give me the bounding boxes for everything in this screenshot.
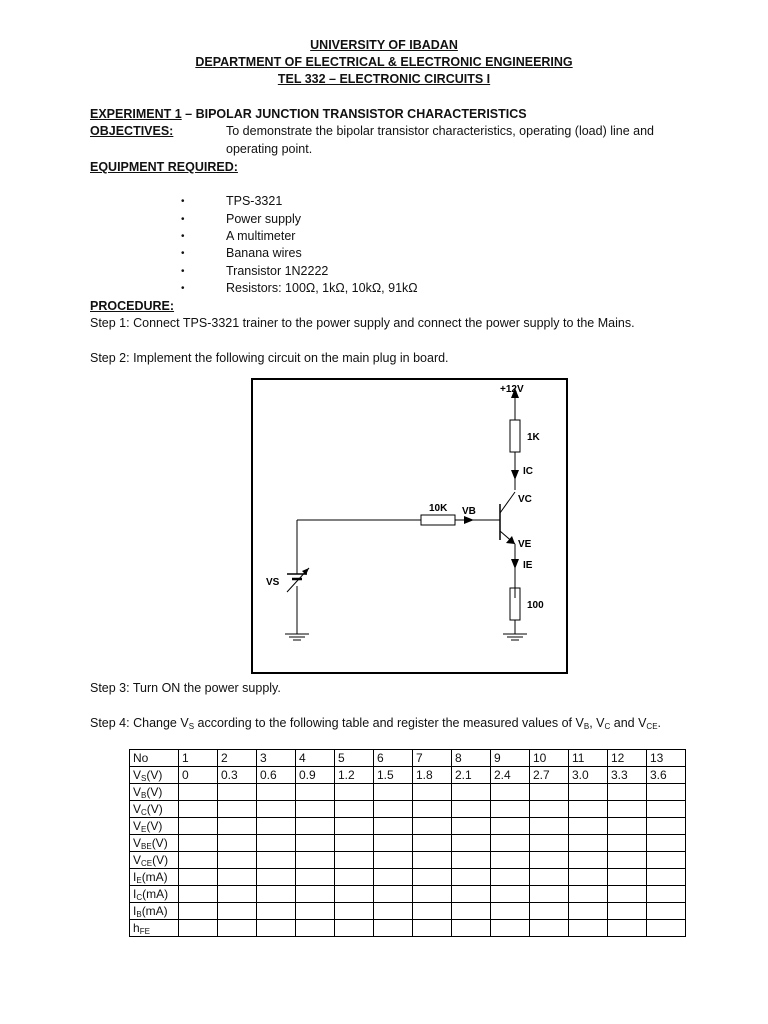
table-cell bbox=[608, 801, 647, 818]
department-title: DEPARTMENT OF ELECTRICAL & ELECTRONIC ENGINEERING bbox=[195, 55, 573, 69]
table-cell bbox=[218, 920, 257, 937]
table-cell bbox=[569, 818, 608, 835]
table-cell bbox=[530, 920, 569, 937]
table-cell bbox=[179, 869, 218, 886]
bullet-icon: • bbox=[181, 196, 185, 207]
table-row bbox=[130, 750, 686, 767]
table-cell bbox=[413, 869, 452, 886]
equipment-item: Banana wires bbox=[226, 246, 302, 260]
table-cell bbox=[374, 784, 413, 801]
table-cell bbox=[413, 835, 452, 852]
table-cell bbox=[569, 801, 608, 818]
table-cell bbox=[179, 818, 218, 835]
table-cell bbox=[296, 801, 335, 818]
table-cell: 10 bbox=[530, 750, 569, 767]
table-cell bbox=[608, 835, 647, 852]
table-cell: 0 bbox=[179, 767, 218, 784]
table-cell bbox=[257, 920, 296, 937]
table-cell bbox=[647, 852, 686, 869]
table-cell bbox=[413, 852, 452, 869]
table-cell bbox=[218, 852, 257, 869]
bullet-icon: • bbox=[181, 214, 185, 225]
bullet-icon: • bbox=[181, 248, 185, 259]
table-cell bbox=[374, 886, 413, 903]
course-title: TEL 332 – ELECTRONIC CIRCUITS I bbox=[277, 72, 491, 86]
table-cell bbox=[296, 835, 335, 852]
table-cell bbox=[257, 835, 296, 852]
table-cell bbox=[179, 852, 218, 869]
table-cell bbox=[257, 784, 296, 801]
table-cell bbox=[335, 869, 374, 886]
table-cell bbox=[452, 920, 491, 937]
table-cell: 8 bbox=[452, 750, 491, 767]
table-cell: 0.3 bbox=[218, 767, 257, 784]
table-cell bbox=[335, 886, 374, 903]
table-cell bbox=[452, 886, 491, 903]
table-cell bbox=[647, 801, 686, 818]
table-cell bbox=[530, 801, 569, 818]
measurement-table bbox=[129, 749, 686, 937]
table-cell: 1 bbox=[179, 750, 218, 767]
table-cell bbox=[491, 903, 530, 920]
table-cell bbox=[296, 784, 335, 801]
table-cell bbox=[296, 903, 335, 920]
table-cell bbox=[608, 784, 647, 801]
table-row bbox=[130, 801, 686, 818]
table-cell bbox=[296, 852, 335, 869]
ve-label: VE bbox=[518, 539, 532, 550]
experiment-heading bbox=[90, 107, 527, 121]
table-cell bbox=[569, 784, 608, 801]
table-cell bbox=[218, 818, 257, 835]
emitter-resistor-label: 100 bbox=[527, 600, 544, 611]
table-cell bbox=[413, 920, 452, 937]
table-cell bbox=[218, 835, 257, 852]
table-cell bbox=[179, 903, 218, 920]
table-cell bbox=[218, 903, 257, 920]
bullet-icon: • bbox=[181, 231, 185, 242]
table-cell bbox=[647, 920, 686, 937]
table-row bbox=[130, 784, 686, 801]
equipment-item: Power supply bbox=[226, 212, 302, 226]
table-cell: 4 bbox=[296, 750, 335, 767]
table-row bbox=[130, 818, 686, 835]
equipment-item: Resistors: 100Ω, 1kΩ, 10kΩ, 91kΩ bbox=[226, 281, 418, 295]
table-row bbox=[130, 869, 686, 886]
row-header: $V_E(V)$ bbox=[130, 818, 179, 835]
table-cell bbox=[335, 801, 374, 818]
table-row bbox=[130, 920, 686, 937]
table-cell bbox=[569, 886, 608, 903]
table-cell bbox=[374, 903, 413, 920]
table-cell bbox=[647, 835, 686, 852]
table-cell: 3.0 bbox=[569, 767, 608, 784]
row-header: $I_C(mA)$ bbox=[130, 886, 179, 903]
circuit-schematic bbox=[253, 380, 566, 672]
bullet-icon: • bbox=[181, 266, 185, 277]
table-cell bbox=[335, 920, 374, 937]
collector-resistor-label: 1K bbox=[527, 432, 540, 443]
table-cell: 3.3 bbox=[608, 767, 647, 784]
table-cell bbox=[374, 835, 413, 852]
row-header: $I_B(mA)$ bbox=[130, 903, 179, 920]
table-cell: 0.6 bbox=[257, 767, 296, 784]
table-cell bbox=[647, 869, 686, 886]
table-cell bbox=[179, 784, 218, 801]
equipment-item: Transistor 1N2222 bbox=[226, 264, 329, 278]
table-cell bbox=[218, 869, 257, 886]
table-cell bbox=[452, 784, 491, 801]
table-cell bbox=[569, 920, 608, 937]
row-header: $V_{CE}(V)$ bbox=[130, 852, 179, 869]
row-header: $V_S(V)$ bbox=[130, 767, 179, 784]
table-cell: 3.6 bbox=[647, 767, 686, 784]
table-cell bbox=[296, 920, 335, 937]
table-cell: 11 bbox=[569, 750, 608, 767]
transistor-collector bbox=[500, 492, 515, 513]
table-row bbox=[130, 886, 686, 903]
table-cell bbox=[491, 869, 530, 886]
table-cell: 1.2 bbox=[335, 767, 374, 784]
table-cell: 3 bbox=[257, 750, 296, 767]
table-cell: 2 bbox=[218, 750, 257, 767]
ie-arrow-icon bbox=[511, 559, 519, 569]
table-cell bbox=[374, 869, 413, 886]
table-cell bbox=[530, 784, 569, 801]
vb-arrow-icon bbox=[464, 516, 474, 524]
row-header: $I_E(mA)$ bbox=[130, 869, 179, 886]
table-cell bbox=[530, 869, 569, 886]
table-cell bbox=[452, 852, 491, 869]
base-resistor-label: 10K bbox=[429, 503, 448, 514]
table-row bbox=[130, 903, 686, 920]
table-cell bbox=[218, 886, 257, 903]
table-cell: 2.4 bbox=[491, 767, 530, 784]
table-cell bbox=[452, 869, 491, 886]
table-cell: 2.7 bbox=[530, 767, 569, 784]
table-cell bbox=[335, 903, 374, 920]
table-cell bbox=[296, 818, 335, 835]
table-cell bbox=[257, 818, 296, 835]
objectives-line-1: To demonstrate the bipolar transistor characteristics, operating (load) line and bbox=[226, 124, 654, 138]
table-cell: 1.8 bbox=[413, 767, 452, 784]
table-cell bbox=[647, 903, 686, 920]
row-header: No bbox=[130, 750, 179, 767]
table-cell bbox=[257, 801, 296, 818]
table-cell bbox=[491, 818, 530, 835]
table-cell bbox=[608, 903, 647, 920]
table-cell bbox=[335, 852, 374, 869]
vb-label: VB bbox=[462, 506, 476, 517]
table-cell bbox=[491, 920, 530, 937]
table-cell bbox=[608, 869, 647, 886]
table-cell bbox=[335, 835, 374, 852]
table-cell: 13 bbox=[647, 750, 686, 767]
experiment-title: – BIPOLAR JUNCTION TRANSISTOR CHARACTERISTICS bbox=[181, 107, 527, 121]
step-2: Step 2: Implement the following circuit on the main plug in board. bbox=[90, 351, 449, 365]
collector-resistor bbox=[510, 420, 520, 452]
table-cell: 0.9 bbox=[296, 767, 335, 784]
ie-label: IE bbox=[523, 560, 533, 571]
table-cell bbox=[374, 801, 413, 818]
row-header: $h_{FE}$ bbox=[130, 920, 179, 937]
table-cell bbox=[413, 903, 452, 920]
table-cell bbox=[179, 835, 218, 852]
procedure-label: PROCEDURE: bbox=[90, 299, 175, 313]
objectives-line-2: operating point. bbox=[226, 142, 313, 156]
table-cell bbox=[608, 818, 647, 835]
table-cell bbox=[413, 801, 452, 818]
table-cell bbox=[530, 903, 569, 920]
table-cell bbox=[491, 886, 530, 903]
ic-arrow-icon bbox=[511, 470, 519, 480]
table-cell bbox=[491, 784, 530, 801]
equipment-item: A multimeter bbox=[226, 229, 296, 243]
table-cell: 9 bbox=[491, 750, 530, 767]
table-cell bbox=[530, 852, 569, 869]
table-row bbox=[130, 852, 686, 869]
table-cell: 1.5 bbox=[374, 767, 413, 784]
table-cell: 5 bbox=[335, 750, 374, 767]
step-3: Step 3: Turn ON the power supply. bbox=[90, 681, 281, 695]
ic-label: IC bbox=[523, 466, 533, 477]
table-cell bbox=[530, 835, 569, 852]
table-cell bbox=[413, 784, 452, 801]
table-cell bbox=[569, 835, 608, 852]
table-cell bbox=[218, 801, 257, 818]
vc-label: VC bbox=[518, 494, 532, 505]
table-cell bbox=[452, 835, 491, 852]
supply-label: +12V bbox=[500, 384, 524, 395]
table-cell bbox=[374, 852, 413, 869]
table-cell bbox=[608, 920, 647, 937]
table-cell bbox=[452, 801, 491, 818]
table-cell bbox=[257, 903, 296, 920]
table-cell bbox=[491, 835, 530, 852]
vs-label: VS bbox=[266, 577, 280, 588]
table-cell bbox=[569, 869, 608, 886]
table-cell bbox=[179, 920, 218, 937]
table-cell bbox=[218, 784, 257, 801]
table-cell bbox=[179, 886, 218, 903]
table-cell bbox=[647, 818, 686, 835]
step-1: Step 1: Connect TPS-3321 trainer to the power supply and connect the power supply to the Mains. bbox=[90, 316, 635, 330]
table-cell: 12 bbox=[608, 750, 647, 767]
bullet-icon: • bbox=[181, 283, 185, 294]
experiment-label: EXPERIMENT 1 bbox=[90, 107, 182, 121]
table-cell bbox=[569, 852, 608, 869]
table-cell bbox=[647, 784, 686, 801]
table-cell bbox=[335, 818, 374, 835]
table-row bbox=[130, 767, 686, 784]
table-cell bbox=[296, 886, 335, 903]
table-cell: 2.1 bbox=[452, 767, 491, 784]
table-cell: 7 bbox=[413, 750, 452, 767]
base-resistor bbox=[421, 515, 455, 525]
table-cell bbox=[530, 818, 569, 835]
circuit-diagram bbox=[251, 378, 568, 674]
row-header: $V_C(V)$ bbox=[130, 801, 179, 818]
table-cell bbox=[413, 818, 452, 835]
table-cell bbox=[296, 869, 335, 886]
university-title: UNIVERSITY OF IBADAN bbox=[310, 38, 458, 52]
objectives-label: OBJECTIVES: bbox=[90, 124, 174, 138]
table-cell bbox=[257, 852, 296, 869]
row-header: $V_{BE}(V)$ bbox=[130, 835, 179, 852]
table-cell bbox=[452, 903, 491, 920]
table-cell bbox=[569, 903, 608, 920]
table-cell bbox=[335, 784, 374, 801]
row-header: $V_B(V)$ bbox=[130, 784, 179, 801]
table-cell bbox=[374, 818, 413, 835]
table-cell bbox=[452, 818, 491, 835]
table-cell bbox=[530, 886, 569, 903]
table-cell bbox=[491, 852, 530, 869]
equipment-label: EQUIPMENT REQUIRED: bbox=[90, 160, 238, 174]
table-cell bbox=[257, 869, 296, 886]
table-cell bbox=[413, 886, 452, 903]
table-cell bbox=[491, 801, 530, 818]
table-cell bbox=[647, 886, 686, 903]
table-cell bbox=[179, 801, 218, 818]
step-4: Step 4: Change $V_S$ according to the following table and register the measured values of $V_B$, $V_C$ and $V_{CE}$. bbox=[90, 716, 662, 731]
table-cell bbox=[608, 886, 647, 903]
table-cell bbox=[608, 852, 647, 869]
table-cell: 6 bbox=[374, 750, 413, 767]
table-cell bbox=[257, 886, 296, 903]
table-row bbox=[130, 835, 686, 852]
table-cell bbox=[374, 920, 413, 937]
equipment-item: TPS-3321 bbox=[226, 194, 283, 208]
